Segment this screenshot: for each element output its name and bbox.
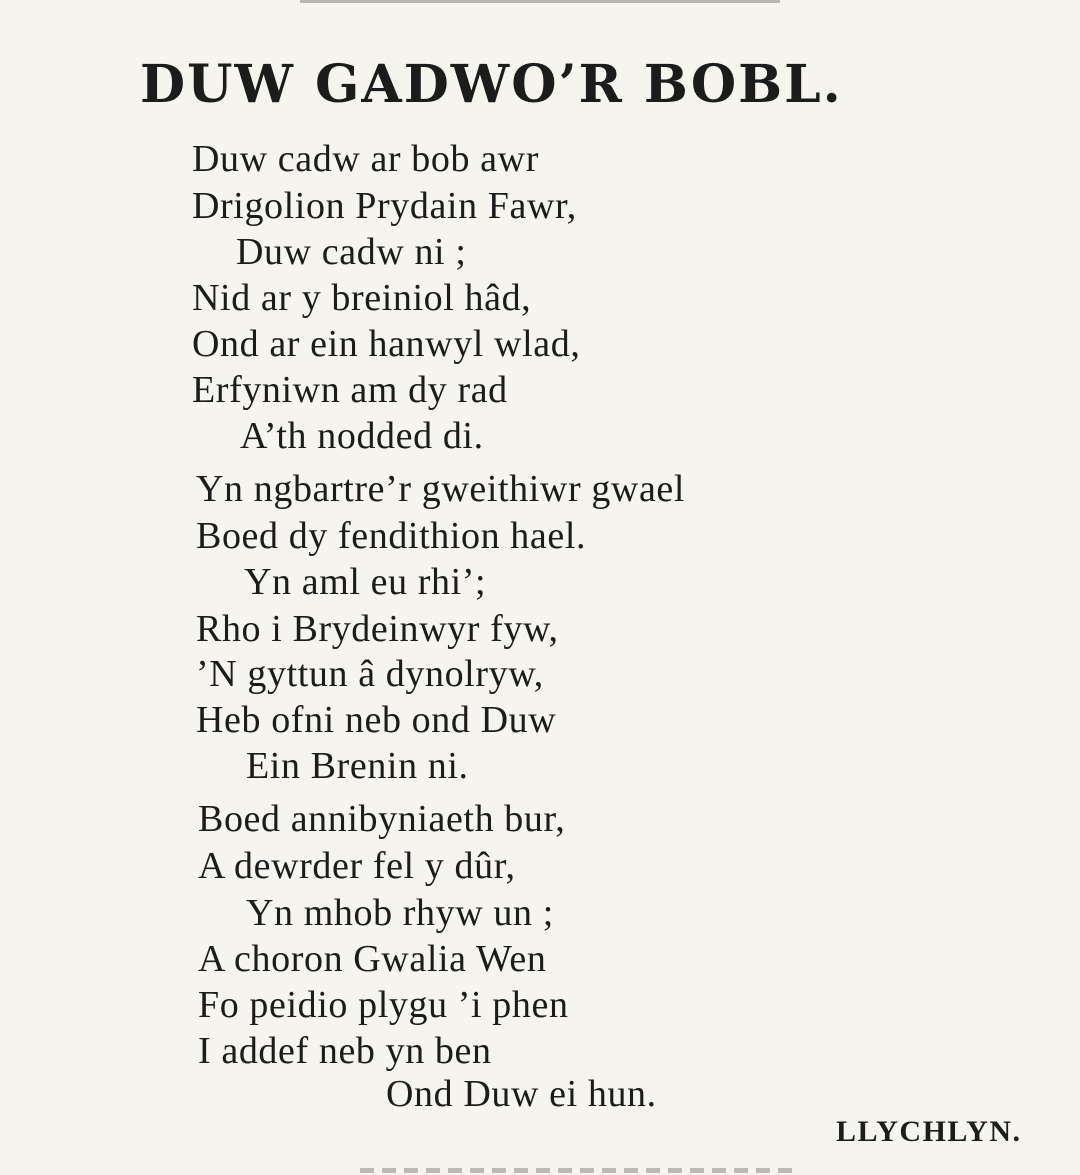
verse-line: Drigolion Prydain Fawr, [192, 185, 577, 227]
verse-line: Yn ngbartre’r gweithiwr gwael [196, 468, 686, 510]
poem-title: DUW GADWO’R BOBL. [140, 54, 843, 115]
verse-line: Boed dy fendithion hael. [196, 515, 587, 557]
verse-line: Heb ofni neb ond Duw [196, 699, 557, 741]
verse-line: Ond ar ein hanwyl wlad, [192, 323, 581, 365]
verse-line: Duw cadw ar bob awr [192, 138, 539, 180]
verse-line: A’th nodded di. [240, 415, 484, 457]
author-signature: LLYCHLYN. [836, 1115, 1022, 1148]
verse-line: Duw cadw ni ; [236, 231, 467, 273]
verse-line: Yn mhob rhyw un ; [246, 892, 554, 934]
verse-line: Nid ar y breiniol hâd, [192, 277, 532, 319]
verse-line: Erfyniwn am dy rad [192, 369, 508, 411]
bottom-rule [360, 1168, 800, 1173]
verse-line: Fo peidio plygu ’i phen [198, 984, 569, 1026]
verse-line: Rho i Brydeinwyr fyw, [196, 608, 559, 650]
verse-line: ’N gyttun â dynolryw, [196, 653, 544, 695]
verse-line: A dewrder fel y dûr, [198, 845, 516, 887]
verse-line: Ein Brenin ni. [246, 745, 469, 787]
verse-line: A choron Gwalia Wen [198, 938, 547, 980]
verse-line: Boed annibyniaeth bur, [198, 798, 566, 840]
verse-line: Yn aml eu rhi’; [244, 561, 487, 603]
verse-line: I addef neb yn ben [198, 1030, 492, 1072]
top-rule [300, 0, 780, 3]
verse-line: Ond Duw ei hun. [386, 1073, 657, 1115]
